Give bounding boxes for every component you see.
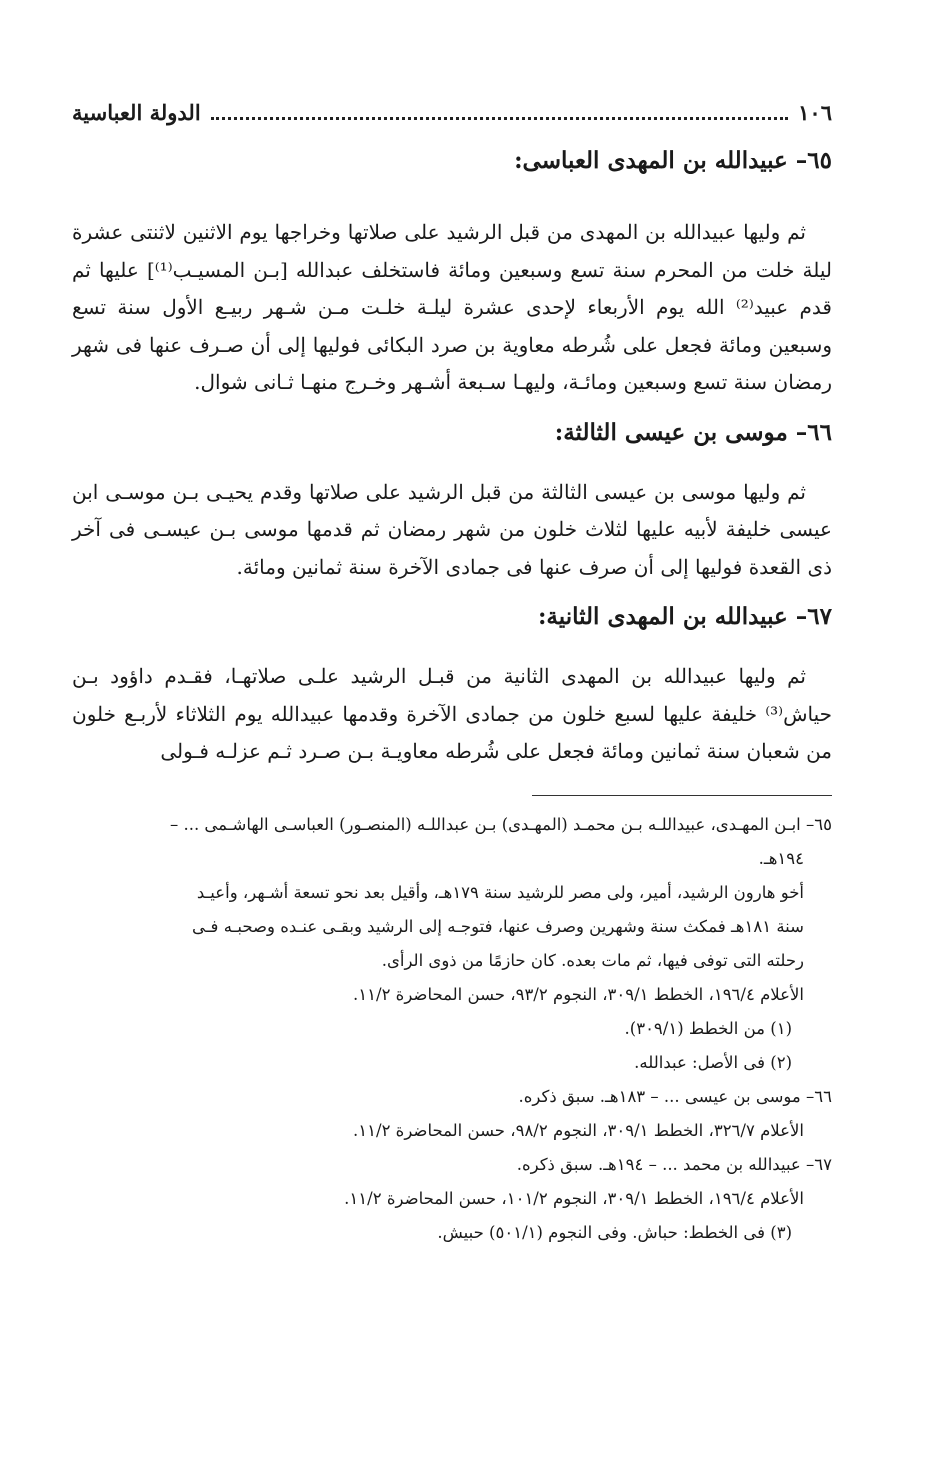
running-header [72, 100, 832, 140]
section-paragraph-67: ثم وليها عبيدالله بن المهدى الثانية من قبـل الرشيد علـى صلاتهـا، فقـدم داؤود بـن حياش⁽³⁾ خليفة عليها لسبع خلون من جمادى الآخرة وقدمها عبيدالله يوم الثلاثاء لأربـع خلون من شعبان سنة ثمانين ومائة فجعل على شُرطه معاويـة بـن صـرد ثـم عزلـه فـولى [72, 664, 832, 763]
running-title: الدولة العباسية [72, 100, 201, 125]
footnotes [72, 808, 832, 1250]
document-page [72, 100, 832, 1250]
footnote-line: سنة ١٨١هـ فمكث سنة وشهرين وصرف عنها، فتوجـه إلى الرشيد وبقـى عنـده وصحبـه فـى [191, 916, 804, 936]
page-number: ١٠٦ [798, 100, 832, 125]
footnote-line: ٦٧– عبيدالله بن محمد ... – ١٩٤هـ. سبق ذكره. [516, 1154, 832, 1174]
footnote-line: رحلته التى توفى فيها، ثم مات بعده. كان حازمًا من ذوى الرأى. [381, 950, 804, 970]
section-paragraph-66: ثم وليها موسى بن عيسى الثالثة من قبل الرشيد على صلاتها وقدم يحيـى بـن موسـى ابن عيسى خليفة لأبيه عليها لثلاث خلون من شهر رمضان ثم قدمها موسى بـن عيسـى فى آخر ذى القعدة فوليها إلى أن صرف عنها فى جمادى الآخرة سنة ثمانين ومائة. [72, 479, 832, 579]
footnote-line: (١) من الخطط (٣٠٩/١). [624, 1018, 792, 1038]
footnote-line: أخو هارون الرشيد، أمير، ولى مصر للرشيد سنة ١٧٩هـ، وأقيل بعد نحو تسعة أشـهر، وأعيـد [196, 882, 804, 902]
footnote-line: الأعلام ٣٢٦/٧، الخطط ٣٠٩/١، النجوم ٩٨/٢، حسن المحاضرة ١١/٢. [353, 1120, 804, 1140]
footnote-line: (٣) فى الخطط: حباش. وفى النجوم (٥٠١/١) حبيش. [437, 1222, 792, 1242]
footnote-line: ٦٦– موسى بن عيسى ... – ١٨٣هـ. سبق ذكره. [518, 1086, 832, 1106]
footnote-line: الأعلام ١٩٦/٤، الخطط ٣٠٩/١، النجوم ١٠١/٢، حسن المحاضرة ١١/٢. [344, 1188, 804, 1208]
footnote-line: (٢) فى الأصل: عبدالله. [634, 1052, 792, 1072]
footnote-line: الأعلام ١٩٦/٤، الخطط ٣٠٩/١، النجوم ٩٣/٢، حسن المحاضرة ١١/٢. [353, 984, 804, 1004]
footnote-line: ٦٥– ابـن المهـدى، عبيداللـه بـن محمـد (المهـدى) بـن عبداللـه (المنصـور) العباسـى الهاشـمى ... – [169, 814, 832, 834]
section-paragraph-65: ثم وليها عبيدالله بن المهدى من قبل الرشيد على صلاتها وخراجها يوم الاثنين لاثنتى عشرة ليلة خلت من المحرم سنة تسع وسبعين ومائة فاستخلف عبدالله [بـن المسيـب⁽¹⁾] عليها ثم قدم عبيد⁽²⁾ الله يوم الأربعاء لإحدى عشرة ليلـة خلـت مـن شـهر ربيـع الأول سنة تسع وسبعين ومائة فجعل على شُرطه معاوية بن صرد البكائى فوليها إلى أن صـرف عنها فى شهر رمضان سنة تسع وسبعين ومائـة، وليهـا سـبعة أشـهر وخـرج منهـا ثـانى شوال. [72, 220, 832, 394]
section-heading-65: ٦٥– عبيدالله بن المهدى العباسى: [514, 147, 832, 174]
footnote-divider [532, 795, 832, 796]
section-heading-66: ٦٦– موسى بن عيسى الثالثة: [554, 418, 832, 446]
leader-dots [211, 116, 789, 120]
footnote-line: ١٩٤هـ. [758, 848, 804, 868]
section-heading-67: ٦٧– عبيدالله بن المهدى الثانية: [537, 603, 832, 630]
